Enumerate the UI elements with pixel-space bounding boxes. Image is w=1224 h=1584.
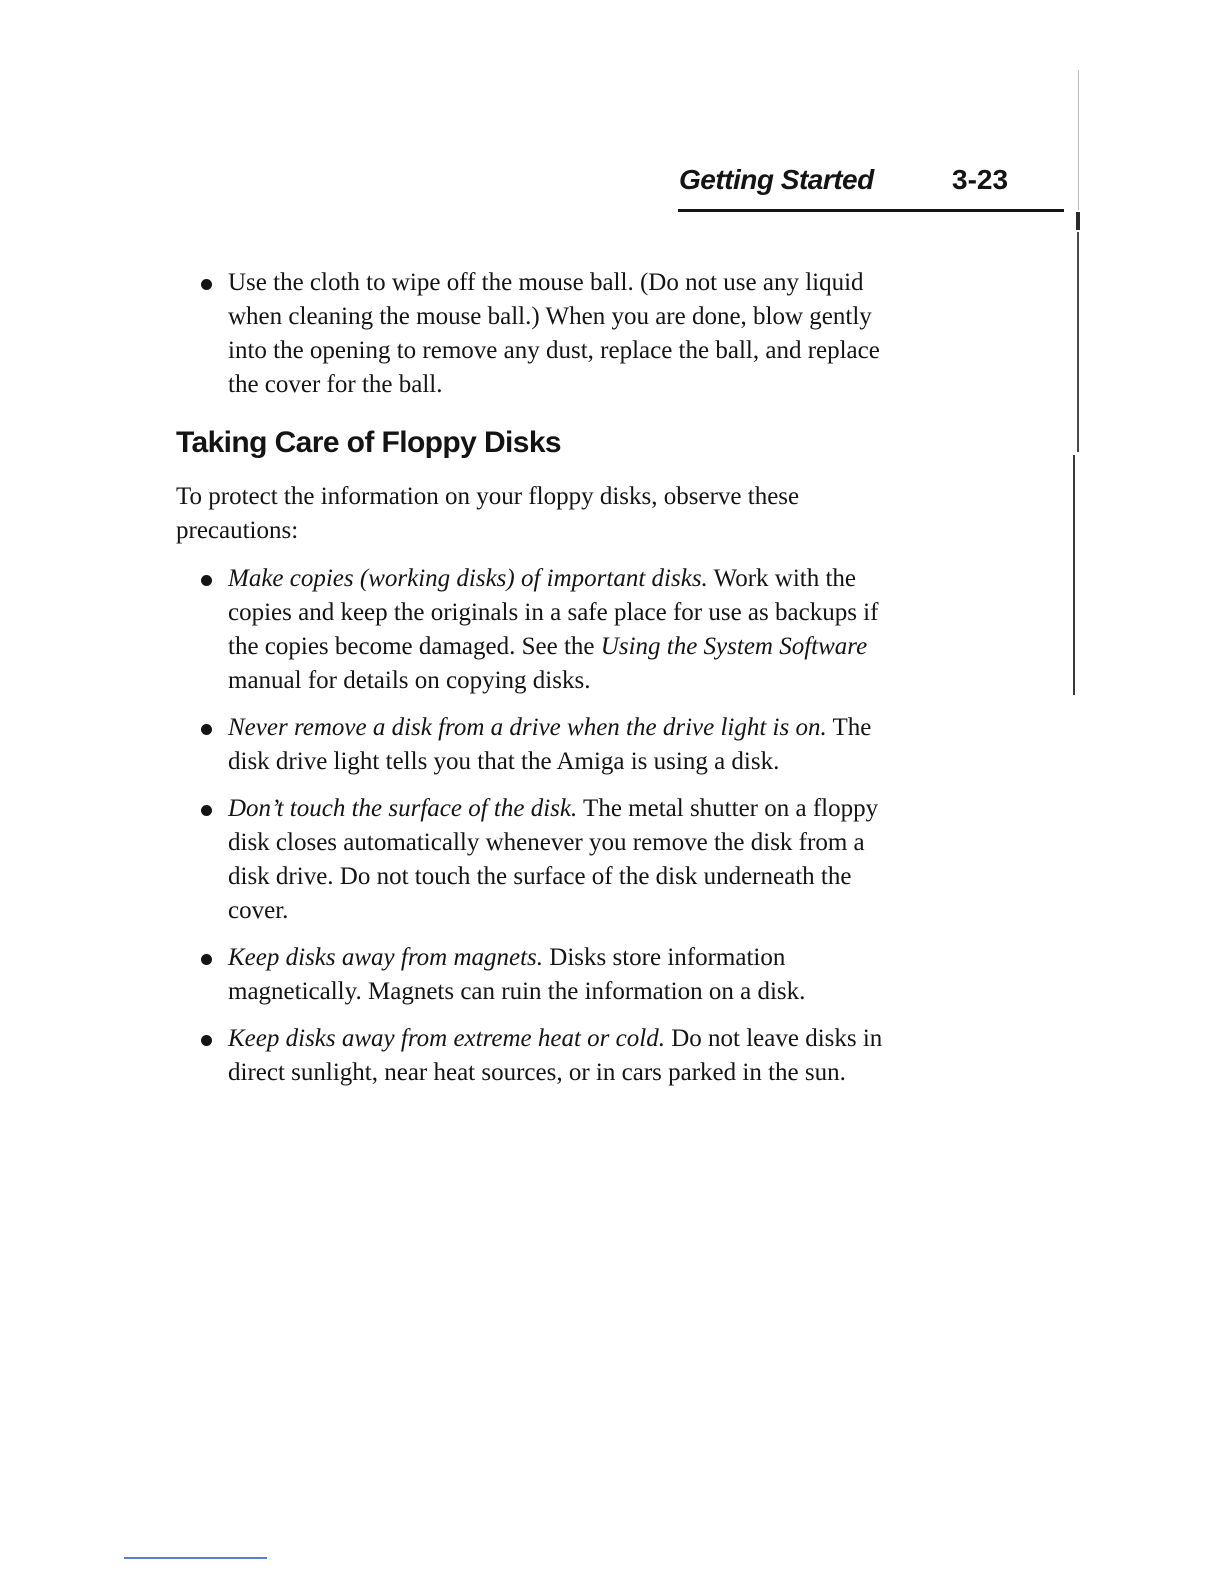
cleaning-bullet: Use the cloth to wipe off the mouse ball. (Do not use any liquid when cleaning the mouse ball.) When you are done, blow gently into the opening to remove any dust, replace the ball, and replace the cover for the ball. bbox=[176, 266, 896, 402]
list-item bbox=[176, 792, 896, 928]
item-text: Do not leave disks in direct sunlight, near heat sources, or in cars parked in the sun. bbox=[228, 1025, 883, 1086]
list-item bbox=[176, 711, 896, 779]
header-rule bbox=[678, 209, 1064, 212]
item-text: The metal shutter on a floppy disk closes automatically whenever you remove the disk from a disk drive. Do not touch the surface of the disk underneath the cover. bbox=[228, 795, 879, 924]
scan-edge-line bbox=[1078, 70, 1079, 210]
item-emphasis: Make copies (working disks) of important disks. bbox=[228, 565, 708, 592]
item-emphasis: Keep disks away from extreme heat or cold. bbox=[228, 1025, 665, 1052]
list-item bbox=[176, 562, 896, 698]
list-item bbox=[176, 1022, 896, 1090]
scan-edge-mark bbox=[1076, 212, 1080, 230]
precautions-list bbox=[176, 562, 896, 1090]
item-text: manual for details on copying disks. bbox=[228, 667, 591, 694]
page-body bbox=[176, 266, 896, 1090]
running-header bbox=[676, 164, 1036, 204]
scan-edge-line bbox=[1073, 455, 1075, 695]
scan-edge-line bbox=[1077, 232, 1079, 452]
footer-rule bbox=[124, 1557, 267, 1559]
item-emphasis: Don’t touch the surface of the disk. bbox=[228, 795, 578, 822]
page-number: 3-23 bbox=[952, 164, 1009, 195]
item-text: Work with the copies and keep the originals in a safe place for use as backups if the copies become damaged. See the bbox=[228, 565, 879, 660]
section-heading: Taking Care of Floppy Disks bbox=[176, 426, 561, 459]
item-emphasis: Never remove a disk from a drive when the drive light is on. bbox=[228, 714, 827, 741]
item-text: The disk drive light tells you that the Amiga is using a disk. bbox=[228, 714, 872, 775]
item-text: Disks store information magnetically. Magnets can ruin the information on a disk. bbox=[228, 944, 806, 1005]
manual-reference: Using the System Software bbox=[600, 633, 868, 660]
section-title: Getting Started bbox=[679, 164, 874, 195]
intro-paragraph: To protect the information on your floppy disks, observe these precautions: bbox=[176, 483, 800, 544]
item-emphasis: Keep disks away from magnets. bbox=[228, 944, 544, 971]
list-item bbox=[176, 941, 896, 1009]
